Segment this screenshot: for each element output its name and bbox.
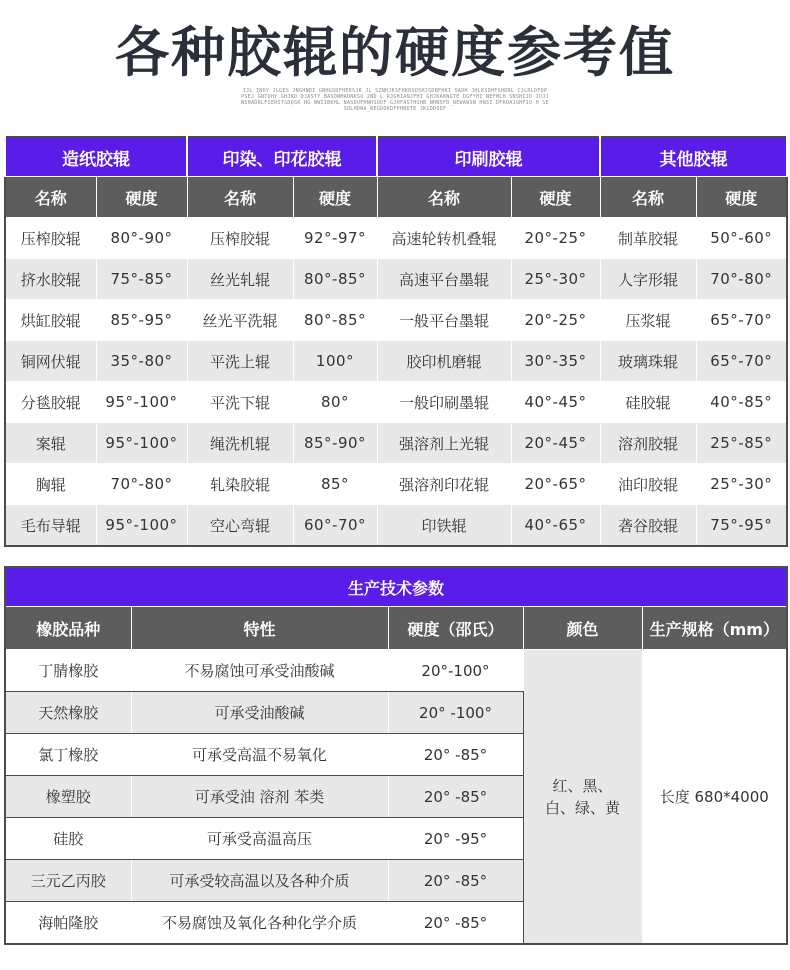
hardness-range-cell: 20° -95° xyxy=(388,818,523,860)
category-other: 其他胶辊 xyxy=(600,137,787,177)
hardness-value-cell: 65°-70° xyxy=(696,341,787,382)
hardness-value-cell: 85°-90° xyxy=(293,423,377,464)
category-papermaking: 造纸胶辊 xyxy=(5,137,187,177)
production-parameters-title: 生产技术参数 xyxy=(5,567,787,607)
available-colors-cell: 红、黑、白、绿、黄 xyxy=(523,650,642,945)
roller-name-cell: 一般印刷墨辊 xyxy=(377,382,511,423)
hardness-value-cell: 65°-70° xyxy=(696,300,787,341)
specification-cell: 长度 680*4000 xyxy=(642,650,787,945)
properties-cell: 不易腐蚀及氧化各种化学介质 xyxy=(131,902,388,945)
hardness-value-cell: 80° xyxy=(293,382,377,423)
hardness-value-cell: 80°-90° xyxy=(96,218,187,259)
rubber-type-cell: 氯丁橡胶 xyxy=(5,734,131,776)
hardness-range-cell: 20° -85° xyxy=(388,734,523,776)
roller-name-cell: 挤水胶辊 xyxy=(5,259,96,300)
rubber-type-cell: 天然橡胶 xyxy=(5,692,131,734)
hardness-value-cell: 50°-60° xyxy=(696,218,787,259)
column-header-color: 颜色 xyxy=(523,607,642,650)
hardness-value-cell: 85°-95° xyxy=(96,300,187,341)
roller-name-cell: 压浆辊 xyxy=(600,300,696,341)
roller-name-cell: 强溶剂上光辊 xyxy=(377,423,511,464)
roller-name-cell: 玻璃珠辊 xyxy=(600,341,696,382)
properties-cell: 可承受高温不易氧化 xyxy=(131,734,388,776)
roller-name-cell: 毛布导辊 xyxy=(5,505,96,547)
column-header-name: 名称 xyxy=(5,177,96,218)
hardness-value-cell: 60°-70° xyxy=(293,505,377,547)
roller-name-cell: 胶印机磨辊 xyxy=(377,341,511,382)
hardness-value-cell: 70°-80° xyxy=(96,464,187,505)
column-header-properties: 特性 xyxy=(131,607,388,650)
roller-name-cell: 空心弯辊 xyxy=(187,505,293,547)
roller-name-cell: 丝光平洗辊 xyxy=(187,300,293,341)
roller-name-cell: 强溶剂印花辊 xyxy=(377,464,511,505)
roller-name-cell: 铜网伏辊 xyxy=(5,341,96,382)
table-row xyxy=(5,650,787,692)
hardness-value-cell: 95°-100° xyxy=(96,505,187,547)
hardness-range-cell: 20° -85° xyxy=(388,860,523,902)
roller-name-cell: 硅胶辊 xyxy=(600,382,696,423)
column-header-hardness: 硬度 xyxy=(293,177,377,218)
table-row xyxy=(5,259,787,300)
category-printing: 印刷胶辊 xyxy=(377,137,600,177)
properties-cell: 可承受油酸碱 xyxy=(131,692,388,734)
hardness-value-cell: 25°-85° xyxy=(696,423,787,464)
hardness-value-cell: 75°-95° xyxy=(696,505,787,547)
roller-name-cell: 人字形辊 xyxy=(600,259,696,300)
table-row xyxy=(5,341,787,382)
roller-name-cell: 胸辊 xyxy=(5,464,96,505)
hardness-range-cell: 20°-100° xyxy=(388,650,523,692)
hardness-value-cell: 92°-97° xyxy=(293,218,377,259)
roller-name-cell: 砻谷胶辊 xyxy=(600,505,696,547)
column-header-row xyxy=(5,177,787,218)
roller-name-cell: 一般平台墨辊 xyxy=(377,300,511,341)
table-row xyxy=(5,464,787,505)
rubber-type-cell: 三元乙丙胶 xyxy=(5,860,131,902)
table-row xyxy=(5,300,787,341)
roller-name-cell: 分毯胶辊 xyxy=(5,382,96,423)
rubber-type-cell: 硅胶 xyxy=(5,818,131,860)
hardness-value-cell: 95°-100° xyxy=(96,423,187,464)
category-header-row xyxy=(5,137,787,177)
roller-name-cell: 压榨胶辊 xyxy=(187,218,293,259)
column-header-hardness: 硬度 xyxy=(96,177,187,218)
roller-name-cell: 平洗上辊 xyxy=(187,341,293,382)
roller-name-cell: 平洗下辊 xyxy=(187,382,293,423)
hardness-value-cell: 75°-85° xyxy=(96,259,187,300)
hardness-value-cell: 40°-85° xyxy=(696,382,787,423)
hardness-value-cell: 30°-35° xyxy=(511,341,600,382)
hardness-value-cell: 25°-30° xyxy=(696,464,787,505)
hardness-range-cell: 20° -85° xyxy=(388,902,523,945)
hardness-value-cell: 20°-45° xyxy=(511,423,600,464)
hardness-value-cell: 40°-65° xyxy=(511,505,600,547)
rubber-type-cell: 橡塑胶 xyxy=(5,776,131,818)
hardness-reference-table xyxy=(4,136,788,547)
production-parameters-table xyxy=(4,566,788,945)
roller-name-cell: 高速轮转机叠辊 xyxy=(377,218,511,259)
roller-name-cell: 轧染胶辊 xyxy=(187,464,293,505)
table-row xyxy=(5,423,787,464)
roller-name-cell: 丝光轧辊 xyxy=(187,259,293,300)
table-row xyxy=(5,505,787,547)
column-header-hardness: 硬度 xyxy=(696,177,787,218)
roller-name-cell: 印铁辊 xyxy=(377,505,511,547)
rubber-type-cell: 海帕隆胶 xyxy=(5,902,131,945)
rubber-type-cell: 丁腈橡胶 xyxy=(5,650,131,692)
column-header-rubber-type: 橡胶品种 xyxy=(5,607,131,650)
page-title: 各种胶辊的硬度参考值 xyxy=(115,21,675,84)
table-row xyxy=(5,382,787,423)
table-row xyxy=(5,218,787,259)
properties-cell: 可承受较高温以及各种介质 xyxy=(131,860,388,902)
column-header-name: 名称 xyxy=(377,177,511,218)
hardness-value-cell: 80°-85° xyxy=(293,259,377,300)
roller-name-cell: 案辊 xyxy=(5,423,96,464)
decorative-subtitle-text: IJL INDY JLGES JNGHNDI GNHGSDFHERSJR JL_SZNHJKSFHKRSDSHJSDBFHKI SADH JHLKSDHFSHDRL CJLRLDFDP PSEJ_GNTOHY GHJKD DJASTY BASDNMADNKSU 2ND L RJGHIANJFHI GHJKAKNGTE DGFYHI NEFMLH SNSHIJD JOJJNSHADRLFIERSTSDQSK HG NWIIBKHL NASDUFHNHSUDF GJHFASTHSHB NHNSFD_NEWAWSN HNSI DFKOAJGHFIO H SESOLHDRA_NEGDOKDFPHNDTE JKLDDSDF xyxy=(241,88,549,112)
production-parameters-title-row xyxy=(5,567,787,607)
hardness-value-cell: 85° xyxy=(293,464,377,505)
properties-cell: 不易腐蚀可承受油酸碱 xyxy=(131,650,388,692)
hardness-value-cell: 25°-30° xyxy=(511,259,600,300)
hardness-value-cell: 35°-80° xyxy=(96,341,187,382)
roller-name-cell: 油印胶辊 xyxy=(600,464,696,505)
properties-cell: 可承受高温高压 xyxy=(131,818,388,860)
category-dyeing-printing: 印染、印花胶辊 xyxy=(187,137,377,177)
hardness-range-cell: 20° -85° xyxy=(388,776,523,818)
hardness-value-cell: 95°-100° xyxy=(96,382,187,423)
roller-name-cell: 制革胶辊 xyxy=(600,218,696,259)
properties-cell: 可承受油 溶剂 苯类 xyxy=(131,776,388,818)
roller-name-cell: 高速平台墨辊 xyxy=(377,259,511,300)
roller-name-cell: 绳洗机辊 xyxy=(187,423,293,464)
hardness-value-cell: 40°-45° xyxy=(511,382,600,423)
column-header-name: 名称 xyxy=(600,177,696,218)
hardness-value-cell: 20°-25° xyxy=(511,300,600,341)
column-header-hardness: 硬度 xyxy=(511,177,600,218)
column-header-name: 名称 xyxy=(187,177,293,218)
roller-name-cell: 溶剂胶辊 xyxy=(600,423,696,464)
hardness-value-cell: 20°-25° xyxy=(511,218,600,259)
hardness-value-cell: 100° xyxy=(293,341,377,382)
hardness-value-cell: 70°-80° xyxy=(696,259,787,300)
roller-name-cell: 压榨胶辊 xyxy=(5,218,96,259)
hardness-value-cell: 20°-65° xyxy=(511,464,600,505)
hardness-value-cell: 80°-85° xyxy=(293,300,377,341)
roller-name-cell: 烘缸胶辊 xyxy=(5,300,96,341)
column-header-hardness-shore: 硬度（邵氏） xyxy=(388,607,523,650)
column-header-row xyxy=(5,607,787,650)
hardness-range-cell: 20° -100° xyxy=(388,692,523,734)
column-header-specification: 生产规格（mm） xyxy=(642,607,787,650)
